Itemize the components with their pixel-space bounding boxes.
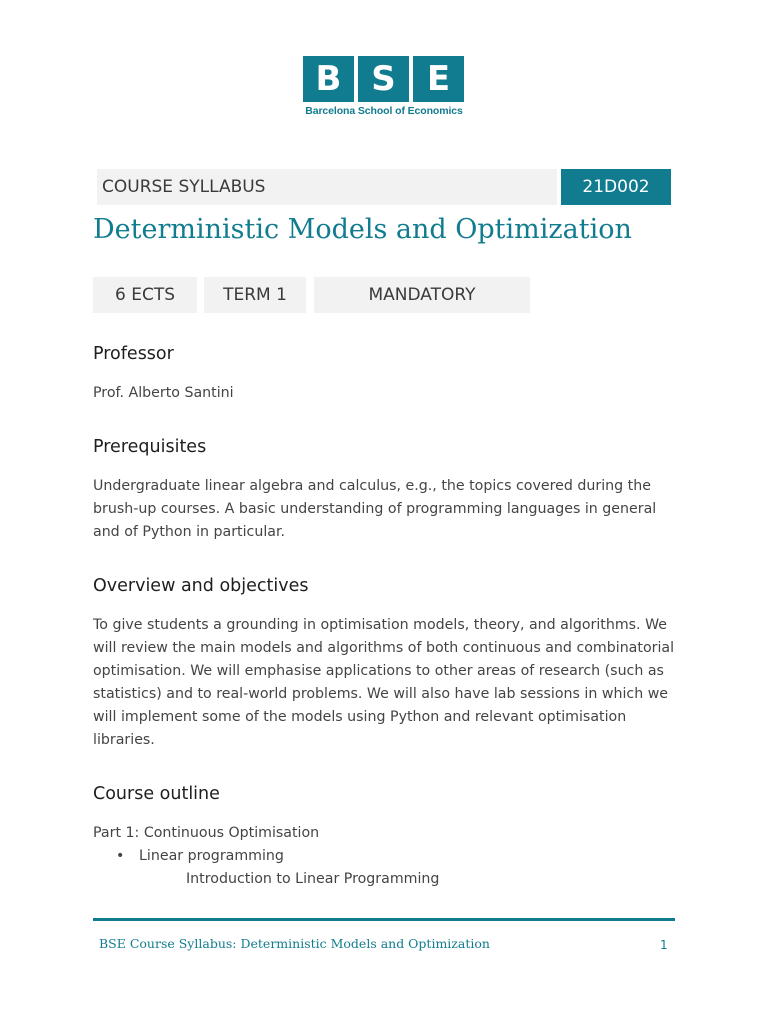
term-tag: TERM 1: [204, 277, 306, 313]
course-syllabus-label: COURSE SYLLABUS: [97, 169, 557, 205]
logo-letter-e: E: [413, 56, 464, 102]
mandatory-tag: MANDATORY: [314, 277, 530, 313]
logo-letter-b: B: [303, 56, 354, 102]
overview-text: To give students a grounding in optimisation models, theory, and algorithms. We will review the main models and algorithms of both continuous and combinatorial optimisation. We will emphasise applications to other areas of research (such as statistics) and to real-world problems. We will also have lab sessions in which we will implement some of the models using Python and relevant optimisation libraries.: [93, 617, 675, 748]
outline-part-1: Part 1: Continuous Optimisation: [93, 825, 320, 841]
logo-subtitle: Barcelona School of Economics: [305, 105, 463, 117]
logo-letter-s: S: [358, 56, 409, 102]
page-number: 1: [660, 938, 668, 952]
prerequisites-heading: Prerequisites: [93, 437, 207, 457]
course-outline-heading: Course outline: [93, 784, 220, 804]
course-title: Deterministic Models and Optimization: [93, 214, 632, 245]
outline-bullet-label: Linear programming: [139, 848, 284, 864]
ects-tag: 6 ECTS: [93, 277, 197, 313]
prerequisites-text: Undergraduate linear algebra and calculus, e.g., the topics covered during the brush-up courses. A basic understanding of programming languages in general and of Python in particular.: [93, 478, 657, 540]
footer-title: BSE Course Syllabus: Deterministic Models and Optimization: [99, 936, 490, 951]
bse-logo: [303, 56, 465, 117]
professor-name: Prof. Alberto Santini: [93, 385, 234, 401]
logo-letter-boxes: [303, 56, 465, 102]
overview-heading: Overview and objectives: [93, 576, 309, 596]
bullet-dot-icon: •: [116, 848, 125, 864]
outline-bullet-item: [116, 845, 284, 868]
professor-heading: Professor: [93, 344, 174, 364]
course-code: 21D002: [561, 169, 671, 205]
outline-sub-item: Introduction to Linear Programming: [186, 871, 440, 887]
footer-divider: [93, 918, 675, 921]
